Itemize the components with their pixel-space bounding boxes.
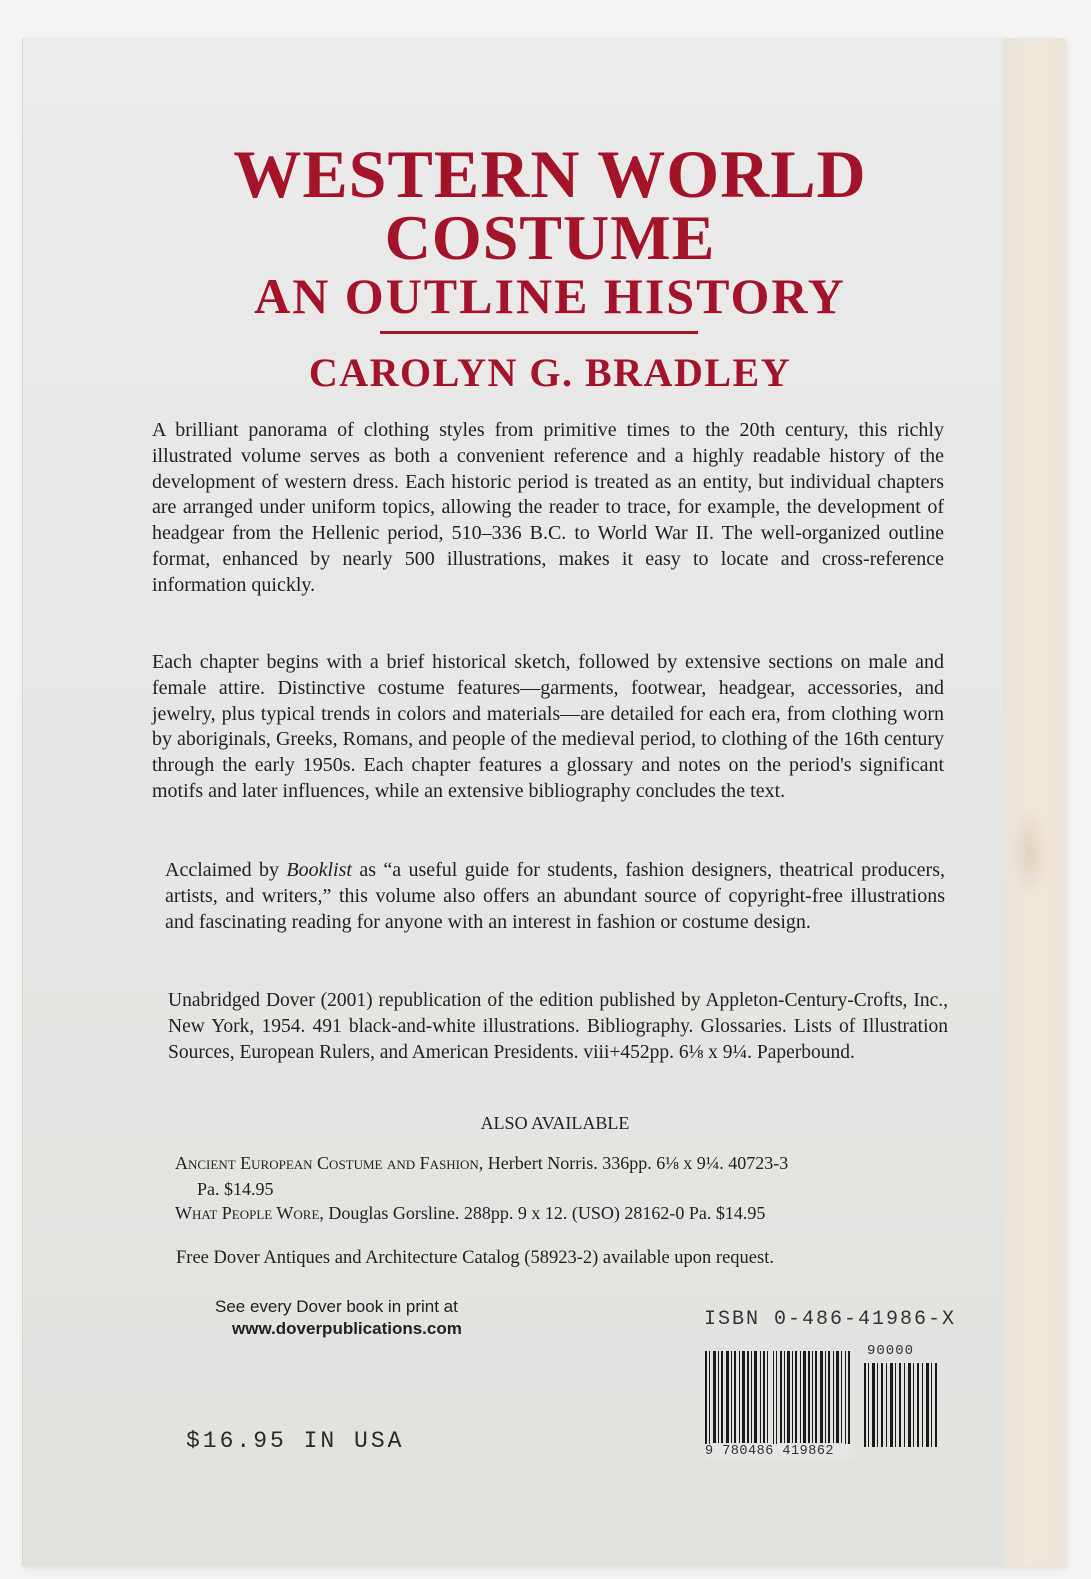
review-quote: as “a useful guide for students, fashion designers, theatrical producers, artists, and writers,” this volume also offers an abundant source of copyright-free illustrations and fascinating reading for anyone with an interest in fashion or costume design. xyxy=(165,859,945,933)
book-title-line-2: COSTUME xyxy=(384,202,716,273)
barcode-main-bars xyxy=(703,1351,853,1449)
also-available-heading: ALSO AVAILABLE xyxy=(480,1113,630,1133)
also-item-title: Ancient European Costume and Fashion xyxy=(175,1153,479,1173)
barcode xyxy=(703,1343,943,1461)
catalog-note: Free Dover Antiques and Architecture Catalog (58923-2) available upon request. xyxy=(176,1248,774,1268)
barcode-digits: 9 780486 419862 xyxy=(705,1444,855,1459)
book-subtitle: AN OUTLINE HISTORY xyxy=(254,268,846,324)
also-item-details: , Herbert Norris. 336pp. 6⅛ x 9¼. 40723-3 xyxy=(478,1153,789,1173)
description-paragraph-3 xyxy=(165,858,945,935)
website-url: www.doverpublications.com xyxy=(232,1319,462,1338)
spine-wear-mark xyxy=(1011,808,1047,898)
description-paragraph-1: A brilliant panorama of clothing styles from primitive times to the 20th century, this richly illustrated volume serves as both a convenient reference and a highly readable history of the development of western dress. Each historic period is treated as an entity, but individual chapters are arranged under uniform topics, allowing the reader to trace, for example, the development of headgear from the Hellenic period, 510–336 B.C. to World War II. The well-organized outline format, enhanced by nearly 500 illustrations, makes it easy to locate and cross-reference information quickly. xyxy=(152,419,944,596)
website-promo: See every Dover book in print at xyxy=(215,1297,458,1316)
description-paragraph-2: Each chapter begins with a brief historical sketch, followed by extensive sections on male and female attire. Distinctive costume features—garments, footwear, headgear, accessories, and jewelry, plus typical trends in colors and materials—are detailed for each era, from clothing worn by aboriginals, Greeks, Romans, and people of the medieval period, to clothing of the 16th century through the early 1950s. Each chapter features a glossary and notes on the period's significant motifs and later influences, while an extensive bibliography concludes the text. xyxy=(152,651,944,802)
also-item-details: , Douglas Gorsline. 288pp. 9 x 12. (USO) 28162-0 Pa. $14.95 xyxy=(319,1203,766,1223)
barcode-addon-number: 90000 xyxy=(867,1343,915,1359)
also-item-price: Pa. $14.95 xyxy=(197,1179,274,1199)
review-source: Booklist xyxy=(286,859,352,881)
publication-details: Unabridged Dover (2001) republication of the edition published by Appleton-Century-Crofts, Inc., New York, 1954. 491 black-and-white illustrations. Bibliography. Glossaries. Lists of Illustration Sources, European Rulers, and American Presidents. viii+452pp. 6⅛ x 9¼. Paperbound. xyxy=(168,990,948,1063)
also-available-item xyxy=(175,1200,945,1226)
isbn-number: ISBN 0-486-41986-X xyxy=(704,1308,957,1331)
book-title-line-1: WESTERN WORLD xyxy=(233,136,867,212)
book-author: CAROLYN G. BRADLEY xyxy=(308,350,792,395)
title-divider xyxy=(380,331,698,334)
also-item-title: What People Wore xyxy=(175,1203,320,1223)
review-intro: Acclaimed by xyxy=(165,859,287,881)
price-stamp: $16.95 IN USA xyxy=(186,1428,405,1454)
barcode-addon-bars xyxy=(863,1363,939,1447)
book-spine-edge xyxy=(1003,38,1065,1566)
also-available-item xyxy=(175,1150,945,1202)
